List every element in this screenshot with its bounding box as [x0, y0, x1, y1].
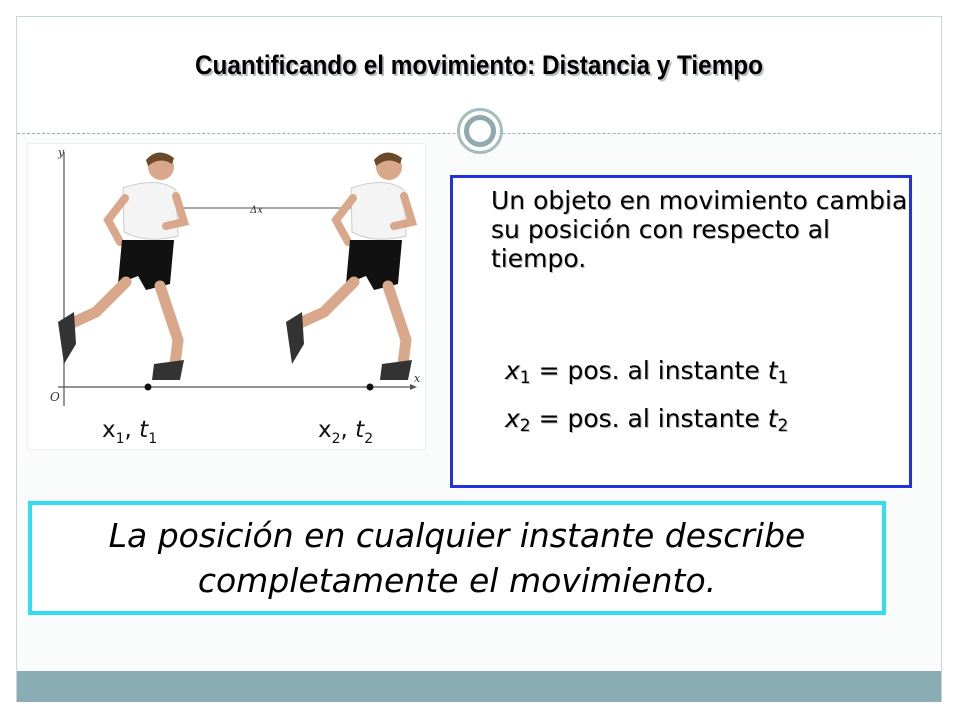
slide-title: Cuantificando el movimiento: Distancia y Tiempo	[194, 50, 764, 80]
position-2-dot	[367, 384, 374, 391]
summary-text: La posición en cualquier instante describe completamente el movimiento.	[108, 516, 806, 600]
summary-box	[28, 501, 886, 615]
x-axis-label: x	[414, 372, 421, 385]
position-2-label: $x_2$, $t_2$	[318, 417, 374, 447]
runner-figure	[27, 143, 426, 450]
ring-ornament-icon	[457, 108, 503, 154]
equation-1: $x_1$ = pos. al instante $t_1$	[505, 356, 789, 388]
description-box	[450, 175, 912, 488]
equation-2: $x_2$ = pos. al instante $t_2$	[505, 404, 789, 436]
description-paragraph: Un objeto en movimiento cambia su posición con respecto al tiempo.	[491, 186, 908, 273]
origin-label: O	[50, 390, 60, 404]
delta-x-label: Δx	[250, 205, 263, 216]
runner-1	[58, 152, 184, 380]
runner-diagram	[28, 144, 427, 451]
y-axis-label: y	[58, 146, 65, 159]
footer-bar	[17, 671, 941, 702]
runner-2	[286, 152, 412, 380]
position-1-dot	[145, 384, 152, 391]
position-1-label: $x_1$, $t_1$	[102, 417, 158, 447]
